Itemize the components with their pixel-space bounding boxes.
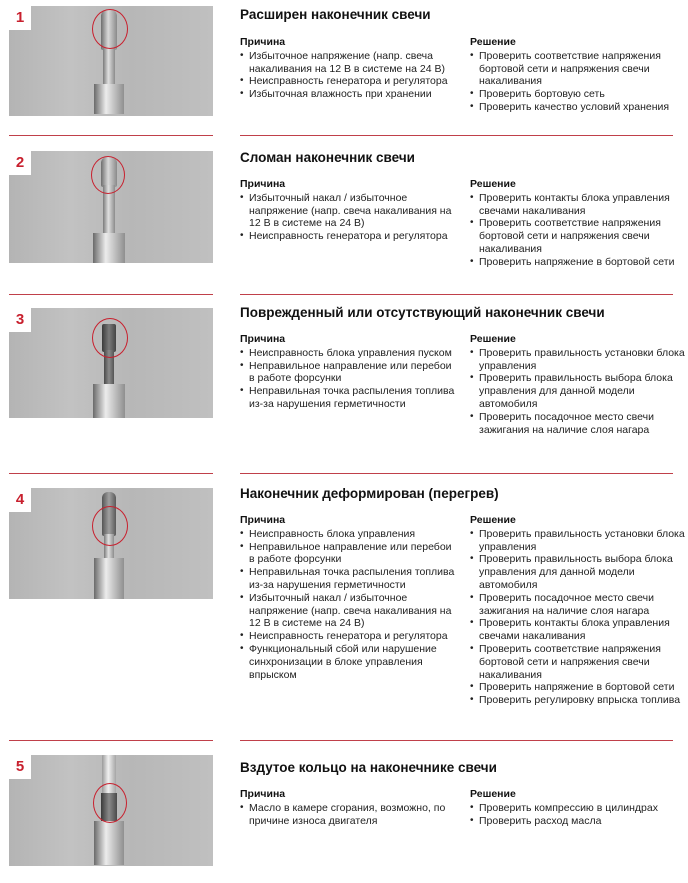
defect-highlight-circle	[91, 156, 125, 194]
section-divider	[240, 135, 673, 136]
cause-item: • Неисправность блока управления	[240, 528, 455, 541]
cause-item: • Избыточный накал / избыточное напряжение (напр. свеча накаливания на 12 В в системе на 24 В)	[240, 192, 455, 230]
cause-item: • Неисправность генератора и регулятора	[240, 75, 455, 88]
cause-heading: Причина	[240, 178, 286, 190]
fix-item: • Проверить соответствие напряжения бортовой сети и напряжения свечи накаливания	[470, 217, 685, 255]
cause-item: • Неисправность генератора и регулятора	[240, 630, 455, 643]
cause-column	[240, 178, 455, 243]
section-number-badge: 1	[9, 6, 31, 30]
section-title: Вздутое кольцо на наконечнике свечи	[240, 760, 497, 775]
cause-item: • Неисправность блока управления пуском	[240, 347, 455, 360]
fix-item: • Проверить соответствие напряжения бортовой сети и напряжения свечи накаливания	[470, 50, 685, 88]
fix-item: • Проверить компрессию в цилиндрах	[470, 802, 685, 815]
section-title: Расширен наконечник свечи	[240, 7, 431, 22]
fix-item: • Проверить правильность установки блока управления	[470, 528, 685, 554]
fix-item: • Проверить контакты блока управления свечами накаливания	[470, 617, 685, 643]
section-title: Поврежденный или отсутствующий наконечник свечи	[240, 305, 605, 320]
fix-item: • Проверить качество условий хранения	[470, 101, 685, 114]
fix-item: • Проверить напряжение в бортовой сети	[470, 256, 685, 269]
cause-item: • Избыточный накал / избыточное напряжение (напр. свеча накаливания на 12 В в системе на 24 В)	[240, 592, 455, 630]
defect-highlight-circle	[92, 9, 128, 49]
fix-item: • Проверить правильность выбора блока управления для данной модели автомобиля	[470, 372, 685, 410]
fix-column	[470, 36, 685, 114]
cause-heading: Причина	[240, 788, 286, 800]
section-divider	[240, 294, 673, 295]
fix-heading: Решение	[470, 514, 516, 526]
cause-item: • Неправильное направление или перебои в работе форсунки	[240, 541, 455, 567]
cause-item: • Неправильная точка распыления топлива из-за нарушения герметичности	[240, 385, 455, 411]
cause-item: • Функциональный сбой или нарушение синхронизации в блоке управления впрыском	[240, 643, 455, 681]
fix-column	[470, 788, 685, 827]
plug-body	[94, 558, 124, 599]
glow-plug-photo	[9, 6, 213, 116]
cause-heading: Причина	[240, 514, 286, 526]
fix-heading: Решение	[470, 333, 516, 345]
section-divider	[9, 294, 213, 295]
plug-body	[93, 233, 125, 263]
cause-item: • Неправильная точка распыления топлива из-за нарушения герметичности	[240, 566, 455, 592]
cause-item: • Неправильное направление или перебои в работе форсунки	[240, 360, 455, 386]
defect-highlight-circle	[92, 506, 128, 546]
section-title: Наконечник деформирован (перегрев)	[240, 486, 499, 501]
fix-heading: Решение	[470, 178, 516, 190]
cause-heading: Причина	[240, 36, 286, 48]
fix-item: • Проверить расход масла	[470, 815, 685, 828]
fix-item: • Проверить правильность выбора блока управления для данной модели автомобиля	[470, 553, 685, 591]
fix-heading: Решение	[470, 36, 516, 48]
defect-highlight-circle	[93, 783, 127, 823]
glow-plug-photo	[9, 755, 213, 866]
plug-stem	[103, 48, 115, 86]
fix-column	[470, 178, 685, 269]
cause-item: • Избыточное напряжение (напр. свеча накаливания на 12 В в системе на 24 В)	[240, 50, 455, 76]
cause-item: • Избыточная влажность при хранении	[240, 88, 455, 101]
fix-item: • Проверить посадочное место свечи зажигания на наличие слоя нагара	[470, 411, 685, 437]
fix-column	[470, 333, 685, 436]
cause-column	[240, 36, 455, 101]
section-divider	[240, 473, 673, 474]
section-number-badge: 5	[9, 755, 31, 779]
section-divider	[9, 740, 213, 741]
plug-body	[93, 384, 125, 418]
cause-item: • Неисправность генератора и регулятора	[240, 230, 455, 243]
fix-heading: Решение	[470, 788, 516, 800]
cause-column	[240, 333, 455, 411]
cause-column	[240, 514, 455, 681]
section-title: Сломан наконечник свечи	[240, 150, 415, 165]
section-divider	[9, 135, 213, 136]
fix-item: • Проверить соответствие напряжения бортовой сети и напряжения свечи накаливания	[470, 643, 685, 681]
defect-highlight-circle	[92, 318, 128, 358]
fix-item: • Проверить контакты блока управления свечами накаливания	[470, 192, 685, 218]
cause-column	[240, 788, 455, 827]
section-number-badge: 4	[9, 488, 31, 512]
glow-plug-photo	[9, 488, 213, 599]
fix-column	[470, 514, 685, 707]
cause-item: • Масло в камере сгорания, возможно, по причине износа двигателя	[240, 802, 455, 828]
glow-plug-photo	[9, 151, 213, 263]
plug-body	[94, 821, 124, 865]
fix-item: • Проверить напряжение в бортовой сети	[470, 681, 685, 694]
fix-item: • Проверить бортовую сеть	[470, 88, 685, 101]
section-number-badge: 3	[9, 308, 31, 332]
fix-item: • Проверить регулировку впрыска топлива	[470, 694, 685, 707]
section-divider	[9, 473, 213, 474]
section-number-badge: 2	[9, 151, 31, 175]
cause-heading: Причина	[240, 333, 286, 345]
glow-plug-photo	[9, 308, 213, 418]
plug-body	[94, 84, 124, 114]
fix-item: • Проверить посадочное место свечи зажигания на наличие слоя нагара	[470, 592, 685, 618]
section-divider	[240, 740, 673, 741]
fix-item: • Проверить правильность установки блока управления	[470, 347, 685, 373]
